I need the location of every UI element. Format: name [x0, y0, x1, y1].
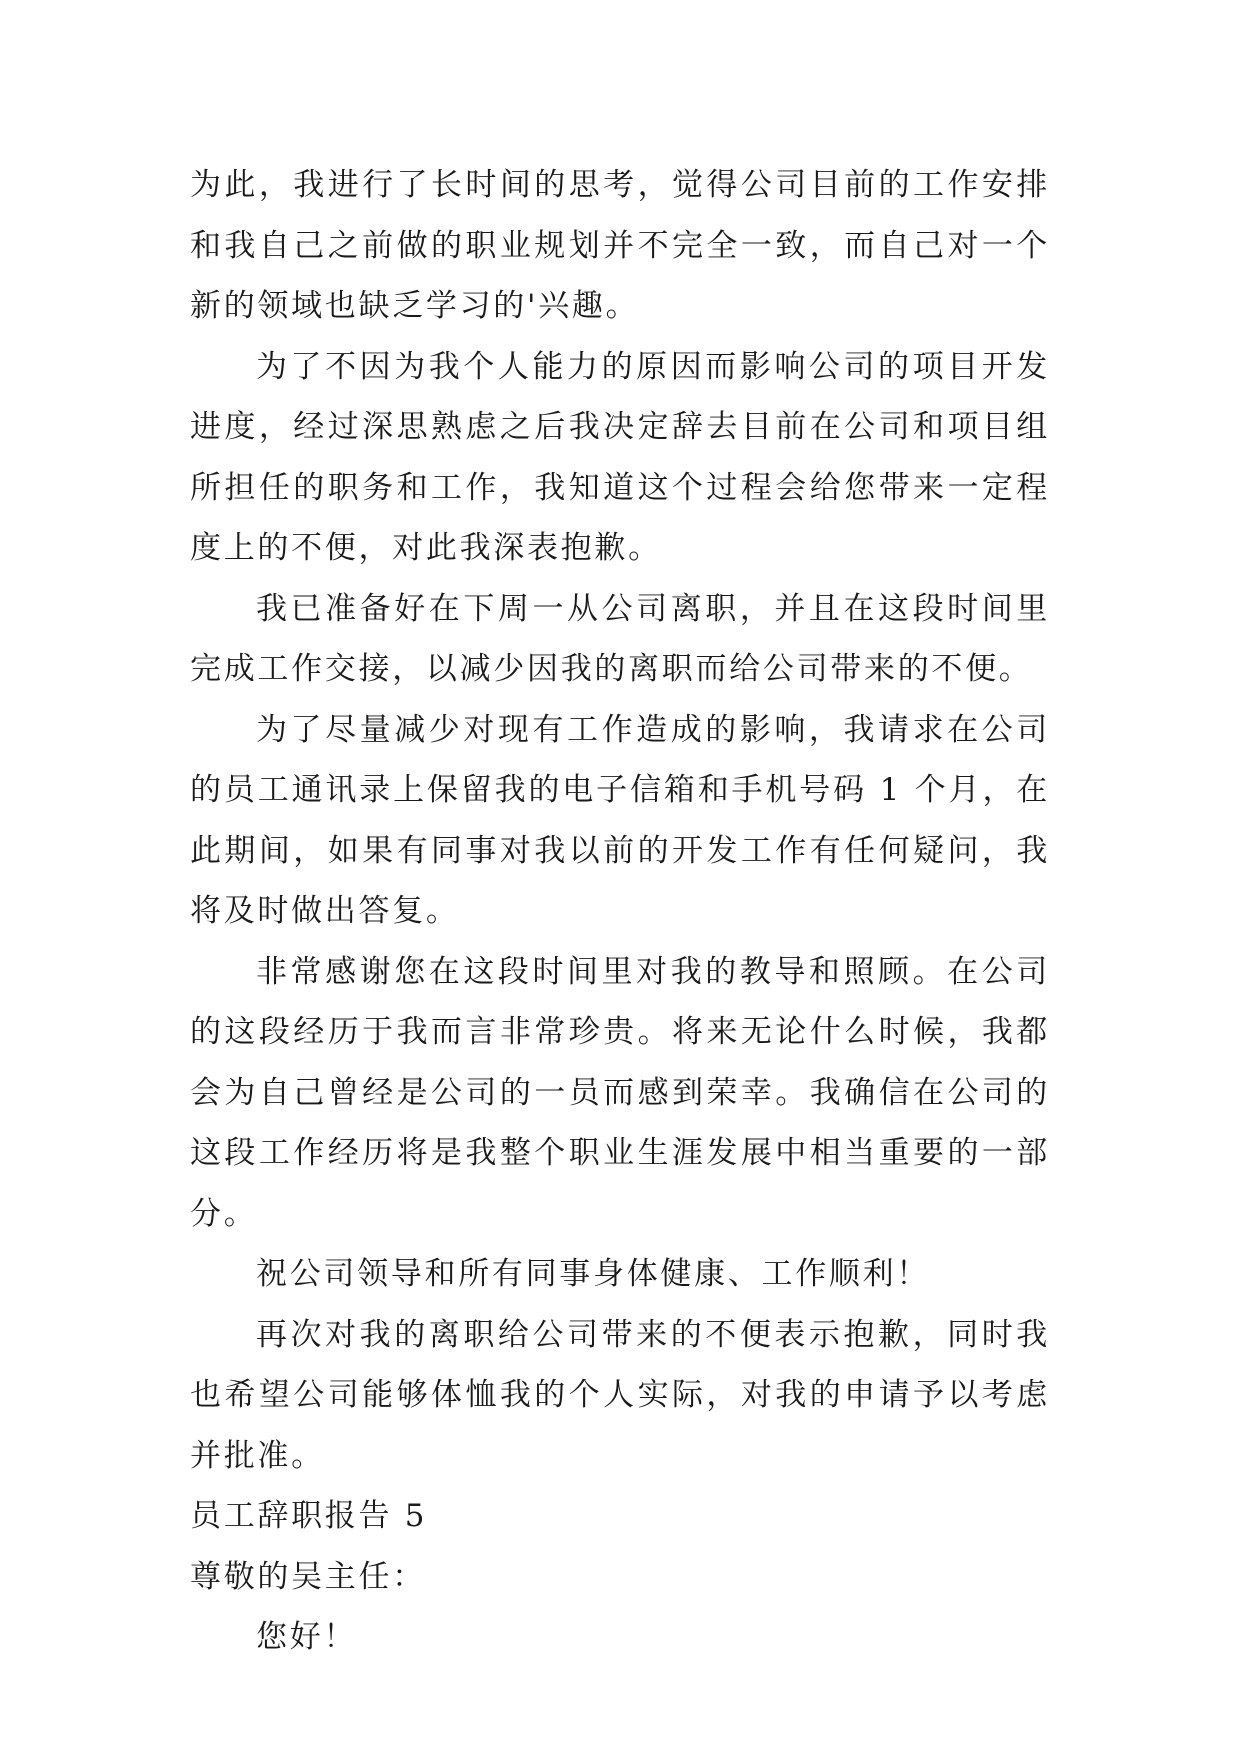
paragraph-gratitude: 非常感谢您在这段时间里对我的教导和照顾。在公司的这段经历于我而言非常珍贵。将来无论什么时候，我都会为自己曾经是公司的一员而感到荣幸。我确信在公司的这段工作经历将是我整个职业生涯发展中相当重要的一部分。 — [190, 953, 1050, 1232]
paragraph-apology: 再次对我的离职给公司带来的不便表示抱歉，同时我也希望公司能够体恤我的个人实际，对我的申请予以考虑并批准。 — [190, 1316, 1050, 1474]
paragraph-reflection: 为此，我进行了长时间的思考，觉得公司目前的工作安排和我自己之前做的职业规划并不完全一致，而自己对一个新的领域也缺乏学习的'兴趣。 — [190, 167, 1050, 324]
greeting: 您好！ — [256, 1619, 358, 1655]
salutation: 尊敬的吴主任： — [190, 1558, 426, 1595]
paragraph-contact-retention: 为了尽量减少对现有工作造成的影响，我请求在公司的员工通讯录上保留我的电子信箱和手机号码 1 个月，在此期间，如果有同事对我以前的开发工作有任何疑问，我将及时做出答复。 — [190, 711, 1050, 929]
section-title: 员工辞职报告 5 — [190, 1498, 428, 1534]
paragraph-handover: 我已准备好在下周一从公司离职，并且在这段时间里完成工作交接，以减少因我的离职而给公司带来的不便。 — [190, 590, 1050, 687]
paragraph-wishes: 祝公司领导和所有同事身体健康、工作顺利！ — [256, 1256, 930, 1292]
paragraph-resignation-decision: 为了不因为我个人能力的原因而影响公司的项目开发进度，经过深思熟虑之后我决定辞去目前在公司和项目组所担任的职务和工作，我知道这个过程会给您带来一定程度上的不便，对此我深表抱歉。 — [190, 348, 1050, 566]
document-body — [190, 155, 1050, 1668]
